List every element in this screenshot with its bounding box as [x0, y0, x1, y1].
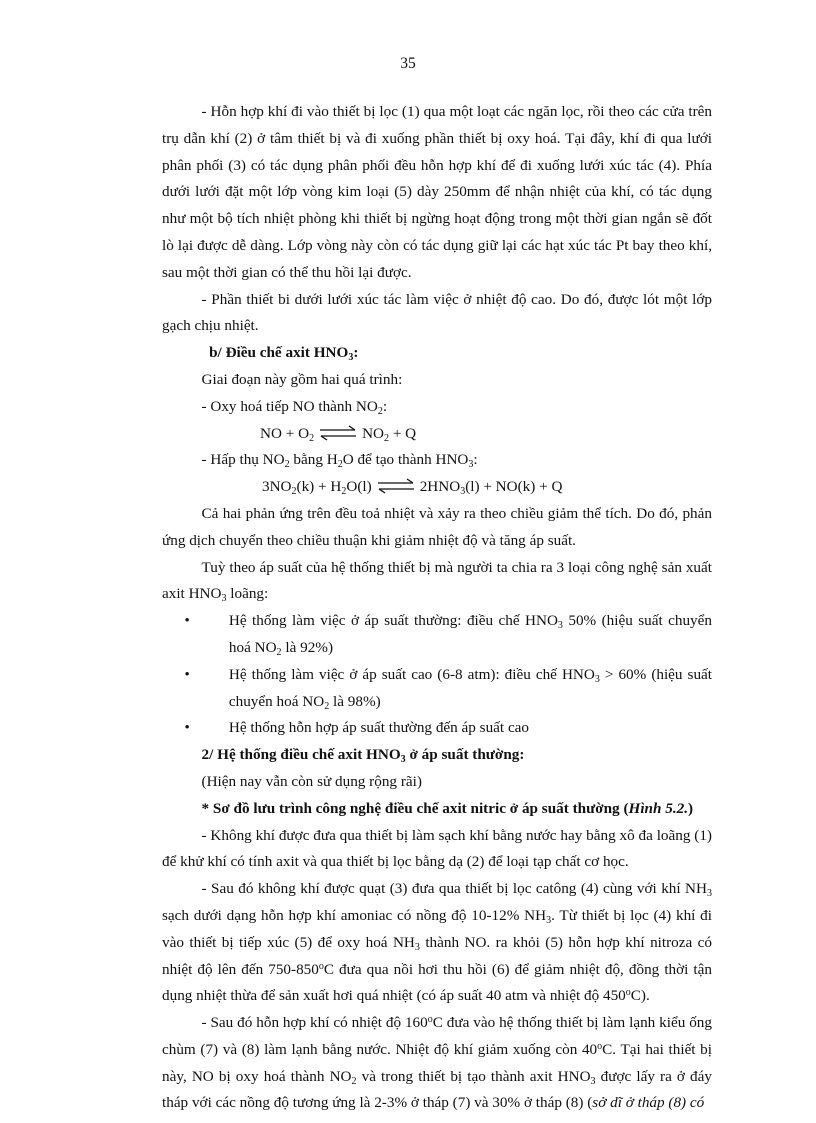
step-oxidation: - Oxy hoá tiếp NO thành $NO_2$: [201, 397, 388, 417]
page-number: 35 [400, 55, 416, 72]
paragraph-cooling: - Sau đó hỗn hợp khí có nhiệt độ 160$^o$C đưa vào hệ thống thiết bị làm lạnh kiểu ống chùm (7) và (8) làm lạnh bằng nước. Nhiệt độ khí giảm xuống còn 40$^o$C. Tại hai thiết bị này, NO bị oxy hoá thành $NO_2$ và trong thiết bị tạo thành axit $HNO_3$ được lấy ra ở đáy tháp với các nồng độ tương ứng là 2-3% ở tháp (7) và 30% ở tháp (8) (sở dĩ ở tháp (8) có [162, 1014, 712, 1112]
paragraph-intro-b: Giai đoạn này gồm hai quá trình: [201, 370, 403, 388]
paragraph-ammonia-oxidation: - Sau đó không khí được quạt (3) đưa qua thiết bị lọc catông (4) cùng với khí $NH_3$ sạch dưới dạng hỗn hợp khí amoniac có nồng độ 10-12% $NH_3$. Từ thiết bị lọc (4) khí đi vào thiết bị tiếp xúc (5) để oxy hoá $NH_3$ thành NO. ra khỏi (5) hỗn hợp khí nitroza có nhiệt độ lên đến 750-850$^o$C đưa qua nồi hơi thu hồi (6) để giảm nhiệt độ, đồng thời tận dụng nhiệt thừa để sản xuất hơi quá nhiệt (có áp suất 40 atm và nhiệt độ 450$^o$C). [162, 880, 712, 1005]
step-absorption: - Hấp thụ $NO_2$ bằng $H_2O$ để tạo thành $HNO_3$: [201, 451, 478, 471]
equation-no-oxidation: NO + $O_2$ $NO_2 + Q$ [260, 424, 417, 444]
paragraph-reaction-summary: Cả hai phản ứng trên đều toả nhiệt và xảy ra theo chiều giảm thể tích. Do đó, phản ứng dịch chuyển theo chiều thuận khi giảm nhiệt độ và tăng áp suất. [162, 504, 712, 549]
equation-absorption: $3NO_2(k) + H_2O(l) 2HNO_3(l) + NO(k) + Q$ [262, 478, 563, 498]
figure-reference: Hình 5.2. [628, 799, 689, 817]
technology-list [162, 608, 712, 742]
paragraph-technology-types: Tuỳ theo áp suất của hệ thống thiết bị mà người ta chia ra 3 loại công nghệ sản xuất axit $HNO_3$ loãng: [162, 558, 712, 605]
section-heading-b: b/ Điều chế axit $HNO_3$: [209, 344, 359, 364]
list-item: • Hệ thống làm việc ở áp suất thường: điều chế $HNO_3$ 50% (hiệu suất chuyển hoá $NO_2$ là 92%) [162, 608, 712, 662]
equilibrium-arrows-icon [318, 425, 358, 441]
equilibrium-arrows-icon [376, 478, 416, 494]
list-item: • Hệ thống làm việc ở áp suất cao (6-8 atm): điều chế $HNO_3 > 60\%$ (hiệu suất chuyển hoá $NO_2$ là 98%) [162, 662, 712, 716]
section-note: (Hiện nay vẫn còn sử dụng rộng rãi) [201, 772, 422, 790]
paragraph-gas-filter: - Hỗn hợp khí đi vào thiết bị lọc (1) qua một loạt các ngăn lọc, rồi theo các cửa trên trụ dẫn khí (2) ở tâm thiết bị và đi xuống phần thiết bị oxy hoá. Tại đây, khí đi qua lưới phân phối (3) có tác dụng phân phối đều hỗn hợp khí để đi xuống lưới xúc tác (4). Phía dưới lưới đặt một lớp vòng kim loại (5) dày 250mm để nhận nhiệt của khí, có tác dụng như một bộ tích nhiệt phòng khi thiết bị ngừng hoạt động trong một thời gian ngắn sẽ đốt lò lại được dễ dàng. Lớp vòng này còn có tác dụng giữ lại các hạt xúc tác Pt bay theo khí, sau một thời gian có thể thu hồi lại được. [162, 103, 712, 281]
paragraph-catalyst-section: - Phần thiết bi dưới lưới xúc tác làm việc ở nhiệt độ cao. Do đó, được lót một lớp gạch chịu nhiệt. [162, 290, 712, 335]
section-heading-flowchart: * Sơ đồ lưu trình công nghệ điều chế axit nitric ở áp suất thường (Hình 5.2.) [201, 799, 694, 817]
paragraph-air-cleaning: - Không khí được đưa qua thiết bị làm sạch khí bằng nước hay bằng xô đa loãng (1) để khử khí có tính axit và qua thiết bị lọc bằng dạ (2) để loại tạp chất cơ học. [162, 826, 712, 871]
list-item: • Hệ thống hỗn hợp áp suất thường đến áp suất cao [162, 715, 712, 742]
section-heading-2: 2/ Hệ thống điều chế axit $HNO_3$ ở áp suất thường: [201, 746, 525, 766]
page-body [162, 99, 712, 1117]
